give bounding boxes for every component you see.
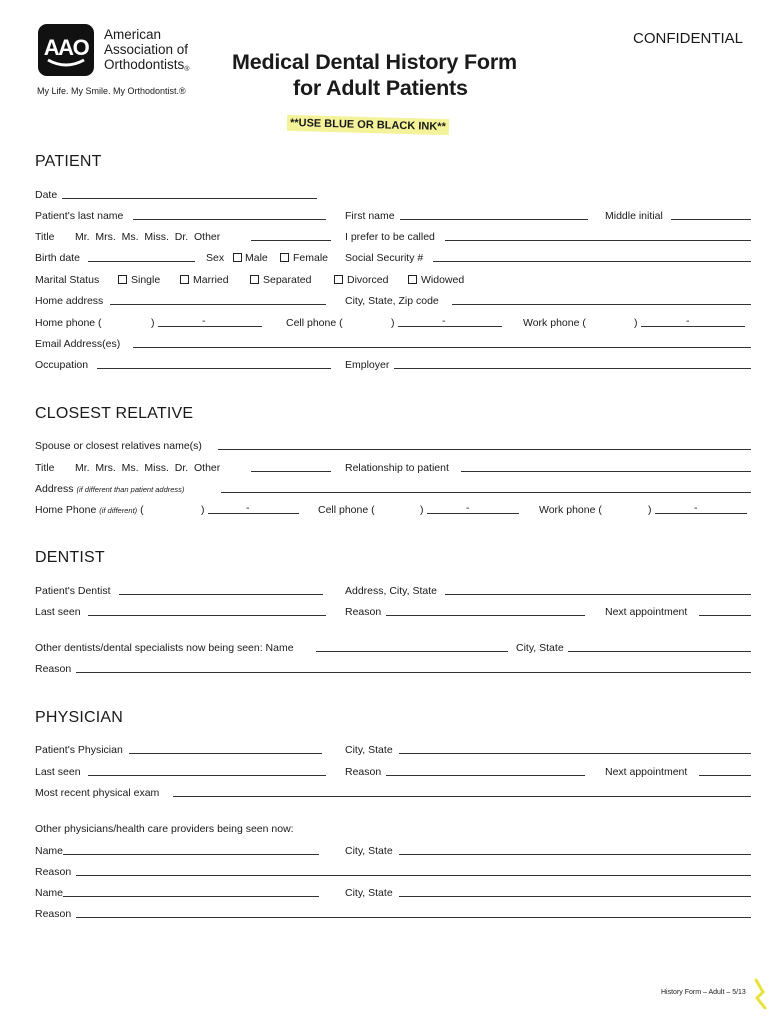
female-checkbox[interactable] bbox=[280, 253, 289, 262]
work-phone-paren: ) bbox=[634, 317, 638, 329]
org-name-line3: Orthodontists® bbox=[104, 57, 190, 73]
relative-work-phone-dash: - bbox=[694, 502, 698, 514]
other-dentists-city-field[interactable] bbox=[568, 651, 751, 652]
provider2-reason-field[interactable] bbox=[76, 917, 751, 918]
patients-physician-label: Patient's Physician bbox=[35, 744, 123, 756]
city-state-zip-field[interactable] bbox=[452, 304, 751, 305]
spouse-field[interactable] bbox=[218, 449, 751, 450]
ssn-label: Social Security # bbox=[345, 252, 424, 264]
city-state-zip-label: City, State, Zip code bbox=[345, 295, 439, 307]
other-dentists-reason-label: Reason bbox=[35, 663, 72, 675]
other-providers-label: Other physicians/health care providers being seen now: bbox=[35, 823, 294, 835]
relative-home-phone-label: Home Phone (if different) ( bbox=[35, 504, 144, 516]
home-phone-dash: - bbox=[202, 315, 206, 327]
relative-home-phone-paren: ) bbox=[201, 504, 205, 516]
cell-phone-label: Cell phone ( bbox=[286, 317, 343, 329]
org-name-line1: American bbox=[104, 27, 162, 42]
married-checkbox[interactable] bbox=[180, 275, 189, 284]
other-dentists-city-label: City, State bbox=[516, 642, 564, 654]
provider2-name-label: Name bbox=[35, 887, 64, 899]
relative-cell-phone-label: Cell phone ( bbox=[318, 504, 375, 516]
provider2-reason-label: Reason bbox=[35, 908, 72, 920]
relationship-label: Relationship to patient bbox=[345, 462, 449, 474]
physician-city-label: City, State bbox=[345, 744, 393, 756]
physician-next-appointment-field[interactable] bbox=[699, 775, 751, 776]
spouse-label: Spouse or closest relatives name(s) bbox=[35, 440, 202, 452]
home-address-field[interactable] bbox=[110, 304, 326, 305]
occupation-field[interactable] bbox=[97, 368, 331, 369]
dentist-address-label: Address, City, State bbox=[345, 585, 438, 597]
provider2-name-field[interactable] bbox=[63, 896, 319, 897]
svg-text:AAO: AAO bbox=[43, 35, 89, 60]
title-label: Title bbox=[35, 231, 55, 243]
highlighter-mark-icon bbox=[753, 978, 767, 1010]
home-address-label: Home address bbox=[35, 295, 104, 307]
last-name-label: Patient's last name bbox=[35, 210, 124, 222]
employer-field[interactable] bbox=[394, 368, 751, 369]
dentist-next-appointment-field[interactable] bbox=[699, 615, 751, 616]
birth-date-field[interactable] bbox=[88, 261, 195, 262]
dentist-last-seen-field[interactable] bbox=[88, 615, 326, 616]
relative-home-phone-dash: - bbox=[246, 502, 250, 514]
physician-reason-label: Reason bbox=[345, 766, 382, 778]
male-checkbox[interactable] bbox=[233, 253, 242, 262]
male-label: Male bbox=[245, 252, 268, 264]
tagline: My Life. My Smile. My Orthodontist.® bbox=[37, 86, 186, 96]
physician-city-field[interactable] bbox=[399, 753, 751, 754]
section-physician-heading: PHYSICIAN bbox=[35, 709, 124, 726]
other-dentists-label: Other dentists/dental specialists now being seen: Name bbox=[35, 642, 294, 654]
relative-work-phone-label: Work phone ( bbox=[539, 504, 602, 516]
single-label: Single bbox=[131, 274, 161, 286]
other-dentists-reason-field[interactable] bbox=[76, 672, 751, 673]
first-name-label: First name bbox=[345, 210, 395, 222]
other-dentists-name-field[interactable] bbox=[316, 651, 508, 652]
patients-dentist-field[interactable] bbox=[119, 594, 323, 595]
recent-exam-label: Most recent physical exam bbox=[35, 787, 160, 799]
separated-checkbox[interactable] bbox=[250, 275, 259, 284]
form-title-line1: Medical Dental History Form bbox=[232, 50, 517, 74]
separated-label: Separated bbox=[263, 274, 312, 286]
date-label: Date bbox=[35, 189, 58, 201]
dentist-next-appointment-label: Next appointment bbox=[605, 606, 688, 618]
relative-address-field[interactable] bbox=[221, 492, 751, 493]
relationship-field[interactable] bbox=[461, 471, 751, 472]
patients-dentist-label: Patient's Dentist bbox=[35, 585, 111, 597]
physician-reason-field[interactable] bbox=[386, 775, 585, 776]
dentist-address-field[interactable] bbox=[445, 594, 751, 595]
single-checkbox[interactable] bbox=[118, 275, 127, 284]
aao-logo bbox=[38, 24, 94, 76]
female-label: Female bbox=[293, 252, 329, 264]
widowed-checkbox[interactable] bbox=[408, 275, 417, 284]
provider1-reason-field[interactable] bbox=[76, 875, 751, 876]
ssn-field[interactable] bbox=[433, 261, 751, 262]
physician-next-appointment-label: Next appointment bbox=[605, 766, 688, 778]
cell-phone-dash: - bbox=[442, 315, 446, 327]
patients-physician-field[interactable] bbox=[129, 753, 322, 754]
relative-work-phone-paren: ) bbox=[648, 504, 652, 516]
relative-work-phone-field[interactable] bbox=[655, 513, 747, 514]
footer-form-id: History Form – Adult – 5/13 bbox=[661, 989, 746, 996]
provider2-city-label: City, State bbox=[345, 887, 393, 899]
divorced-checkbox[interactable] bbox=[334, 275, 343, 284]
relative-title-options: Mr. Mrs. Ms. Miss. Dr. Other bbox=[75, 462, 221, 474]
relative-address-label: Address (if different than patient address) bbox=[35, 483, 185, 495]
title-other-field[interactable] bbox=[251, 240, 331, 241]
relative-home-phone-field[interactable] bbox=[208, 513, 299, 514]
married-label: Married bbox=[193, 274, 229, 286]
widowed-label: Widowed bbox=[421, 274, 465, 286]
org-name-line2: Association of bbox=[104, 42, 189, 57]
email-label: Email Address(es) bbox=[35, 338, 121, 350]
birth-date-label: Birth date bbox=[35, 252, 80, 264]
physician-last-seen-label: Last seen bbox=[35, 766, 81, 778]
dentist-last-seen-label: Last seen bbox=[35, 606, 81, 618]
home-phone-label: Home phone ( bbox=[35, 317, 102, 329]
work-phone-field[interactable] bbox=[641, 326, 745, 327]
relative-cell-phone-dash: - bbox=[466, 502, 470, 514]
confidential-label: CONFIDENTIAL bbox=[633, 30, 744, 47]
date-field[interactable] bbox=[62, 198, 317, 199]
provider1-name-field[interactable] bbox=[63, 854, 319, 855]
cell-phone-paren: ) bbox=[391, 317, 395, 329]
last-name-field[interactable] bbox=[133, 219, 326, 220]
physician-last-seen-field[interactable] bbox=[88, 775, 326, 776]
cell-phone-field[interactable] bbox=[398, 326, 502, 327]
provider1-city-label: City, State bbox=[345, 845, 393, 857]
prefer-field[interactable] bbox=[445, 240, 751, 241]
employer-label: Employer bbox=[345, 359, 390, 371]
provider1-city-field[interactable] bbox=[399, 854, 751, 855]
aao-logo-mark bbox=[38, 24, 94, 76]
relative-title-label: Title bbox=[35, 462, 55, 474]
divorced-label: Divorced bbox=[347, 274, 389, 286]
middle-initial-field[interactable] bbox=[671, 219, 751, 220]
provider2-city-field[interactable] bbox=[399, 896, 751, 897]
provider1-name-label: Name bbox=[35, 845, 64, 857]
title-options: Mr. Mrs. Ms. Miss. Dr. Other bbox=[75, 231, 221, 243]
provider1-reason-label: Reason bbox=[35, 866, 72, 878]
recent-exam-field[interactable] bbox=[173, 796, 751, 797]
work-phone-dash: - bbox=[686, 315, 690, 327]
relative-cell-phone-paren: ) bbox=[420, 504, 424, 516]
dentist-reason-field[interactable] bbox=[386, 615, 585, 616]
prefer-label: I prefer to be called bbox=[345, 231, 435, 243]
occupation-label: Occupation bbox=[35, 359, 89, 371]
section-relative-heading: CLOSEST RELATIVE bbox=[35, 405, 194, 422]
section-patient-heading: PATIENT bbox=[35, 153, 102, 170]
ink-instruction: **USE BLUE OR BLACK INK** bbox=[287, 115, 449, 135]
work-phone-label: Work phone ( bbox=[523, 317, 586, 329]
dentist-reason-label: Reason bbox=[345, 606, 382, 618]
sex-label: Sex bbox=[206, 252, 225, 264]
relative-cell-phone-field[interactable] bbox=[427, 513, 519, 514]
marital-status-label: Marital Status bbox=[35, 274, 100, 286]
home-phone-field[interactable] bbox=[158, 326, 262, 327]
email-field[interactable] bbox=[133, 347, 751, 348]
section-dentist-heading: DENTIST bbox=[35, 549, 105, 566]
first-name-field[interactable] bbox=[400, 219, 588, 220]
form-title-line2: for Adult Patients bbox=[293, 76, 468, 100]
middle-initial-label: Middle initial bbox=[605, 210, 663, 222]
home-phone-paren: ) bbox=[151, 317, 155, 329]
relative-title-other-field[interactable] bbox=[251, 471, 331, 472]
